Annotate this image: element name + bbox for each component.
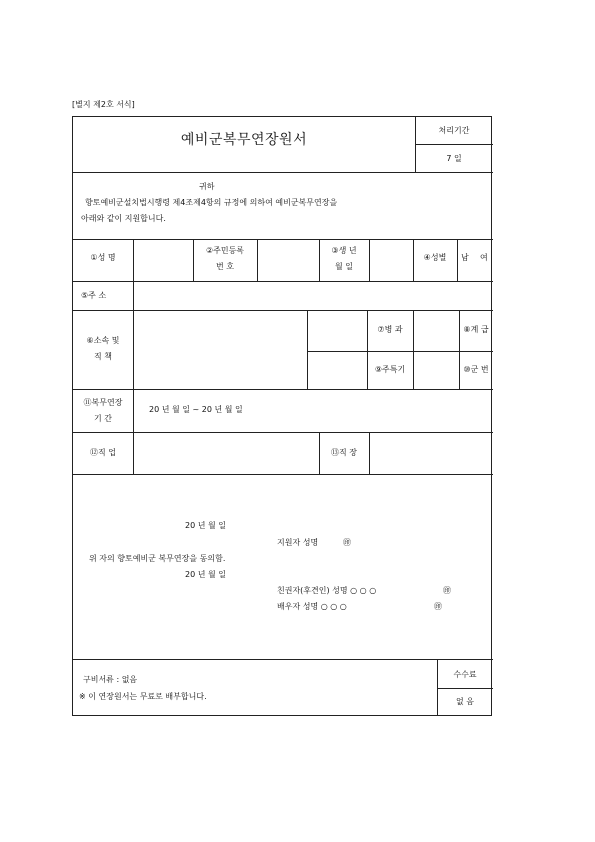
applicant-seal: ㊞ [343, 538, 351, 547]
occupation-label: ⑫직 업 [90, 448, 116, 457]
fee-label: 수수료 [453, 670, 477, 679]
rank-label: ⑧계 급 [463, 325, 489, 334]
address-label: ⑤주 소 [81, 291, 107, 300]
divider [133, 281, 134, 310]
processing-period-value: 7 일 [446, 154, 462, 163]
divider [73, 310, 493, 311]
fee-value: 없 음 [456, 697, 474, 706]
birth-label: ③생 년 [331, 246, 357, 255]
required-documents: 구비서류 : 없음 [83, 675, 138, 684]
divider [73, 281, 493, 282]
divider [459, 310, 460, 389]
divider [133, 432, 134, 474]
guardian-line: 친권자(후견인) 성명 ○ ○ ○ [277, 586, 377, 595]
name-label: ①성 명 [90, 253, 116, 262]
divider [73, 659, 493, 660]
addressee: 귀하 [199, 182, 215, 191]
divider [73, 239, 493, 240]
form-title: 예비군복무연장원서 [180, 132, 308, 148]
sign-date-2[interactable]: 20 년 월 일 [185, 570, 226, 579]
spouse-line: 배우자 성명 ○ ○ ○ [277, 602, 347, 611]
divider [307, 351, 493, 352]
resident-no-label: ②주민등록 [205, 246, 245, 255]
divider [257, 239, 258, 281]
divider [73, 474, 493, 475]
consent-statement: 위 자의 향토예비군 복무연장을 동의함. [89, 554, 226, 563]
divider [437, 688, 493, 689]
divider [457, 239, 458, 281]
divider [133, 239, 134, 281]
free-distribution-note: ※ 이 연장원서는 무료로 배부합니다. [79, 692, 207, 701]
divider [437, 659, 438, 716]
guardian-seal: ㊞ [443, 586, 451, 595]
job-position-label: ⑬직 장 [331, 448, 357, 457]
period-value[interactable]: 20 년 월 일 ~ 20 년 월 일 [149, 405, 243, 414]
divider [133, 310, 134, 389]
resident-no-label-2: 번 호 [216, 262, 234, 271]
divider [73, 389, 493, 390]
sex-label: ④성별 [423, 253, 447, 262]
sex-female-option[interactable]: 여 [480, 253, 488, 262]
application-form [72, 116, 492, 716]
divider [413, 310, 414, 389]
divider [73, 432, 493, 433]
affiliation-label-2: 직 책 [94, 352, 112, 361]
divider [369, 432, 370, 474]
sign-date-1[interactable]: 20 년 월 일 [185, 521, 226, 530]
spouse-seal: ㊞ [434, 602, 442, 611]
divider [307, 310, 308, 389]
processing-period-label: 처리기간 [438, 126, 470, 135]
divider [415, 144, 493, 145]
affiliation-label: ⑥소속 및 [86, 336, 120, 345]
specialty-label: ⑨주특기 [374, 365, 406, 374]
period-label: ⑪복무연장 [83, 398, 123, 407]
form-number-label: [별지 제2호 서식] [72, 100, 135, 109]
birth-label-2: 월 일 [335, 262, 353, 271]
sex-male-option[interactable]: 남 [461, 253, 469, 262]
branch-label: ⑦병 과 [377, 325, 403, 334]
applicant-name-label: 지원자 성명 [277, 538, 319, 547]
divider [367, 310, 368, 389]
intro-line-2: 아래와 같이 지원합니다. [81, 214, 166, 223]
intro-line-1: 향토예비군설치법시행령 제4조제4항의 규정에 의하여 예비군복무연장을 [85, 198, 338, 207]
period-label-2: 기 간 [94, 414, 112, 423]
service-no-label: ⑩군 번 [463, 365, 489, 374]
divider [133, 389, 134, 432]
divider [73, 172, 493, 173]
divider [369, 239, 370, 281]
